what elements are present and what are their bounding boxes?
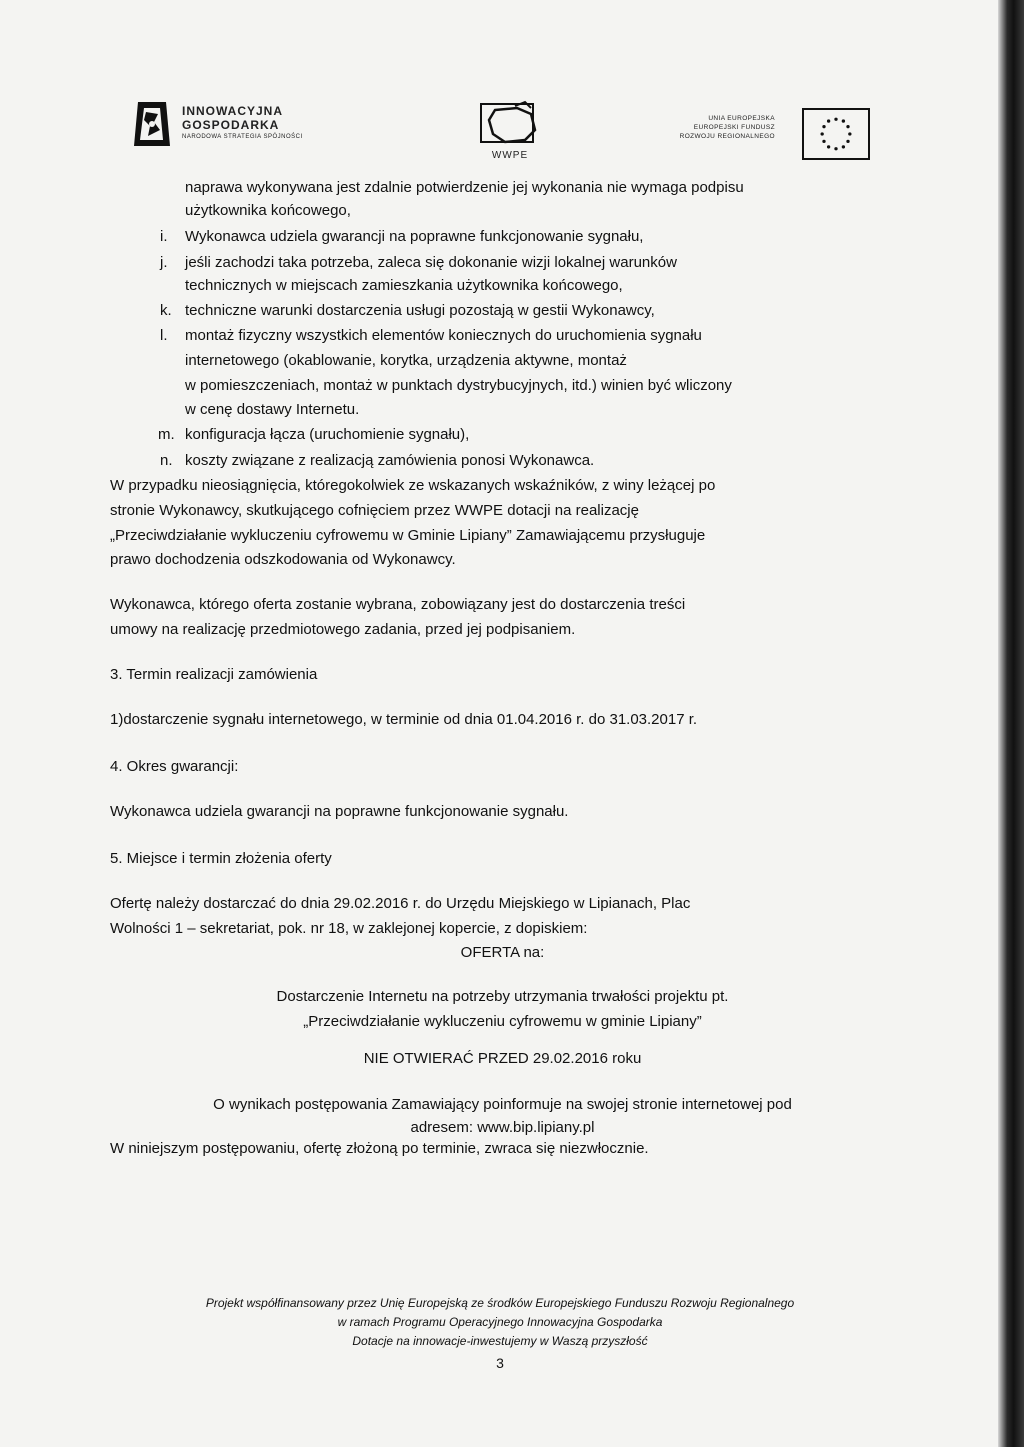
section-5-heading: 5. Miejsce i termin złożenia oferty	[110, 850, 332, 867]
offer-title-line2: „Przeciwdziałanie wykluczeniu cyfrowemu w gminie Lipiany”	[303, 1013, 702, 1030]
eu-logo-text	[650, 114, 775, 141]
section-5-line2: Wolności 1 – sekretariat, pok. nr 18, w zaklejonej kopercie, z dopiskiem:	[110, 920, 588, 937]
ig-logo-line1: INNOWACYJNA	[182, 104, 284, 118]
section-3-text: 1)dostarczenie sygnału internetowego, w terminie od dnia 01.04.2016 r. do 31.03.2017 r.	[110, 711, 698, 728]
ig-logo-icon	[130, 100, 176, 148]
do-not-open-notice: NIE OTWIERAĆ PRZED 29.02.2016 roku	[363, 1050, 642, 1067]
results-notice-line2: adresem: www.bip.lipiany.pl	[410, 1119, 595, 1136]
list-item-n: koszty związane z realizacją zamówienia ponosi Wykonawca.	[185, 452, 595, 469]
list-letter-j: j.	[160, 254, 168, 271]
list-item-h-line2: użytkownika końcowego,	[185, 202, 351, 219]
footer-line1: Projekt współfinansowany przez Unię Europejską ze środków Europejskiego Funduszu Rozwoju Regionalnego	[205, 1296, 795, 1310]
eu-logo-line3: ROZWOJU REGIONALNEGO	[679, 133, 775, 140]
eu-flag-icon	[802, 108, 870, 160]
footer-line3: Dotacje na innowacje-inwestujemy w Waszą przyszłość	[352, 1334, 648, 1348]
penalty-paragraph-line3: „Przeciwdziałanie wykluczeniu cyfrowemu w Gminie Lipiany” Zamawiającemu przysługuje	[110, 527, 706, 544]
list-letter-k: k.	[160, 302, 172, 319]
results-notice-line1: O wynikach postępowania Zamawiający poinformuje na swojej stronie internetowej pod	[213, 1096, 792, 1113]
contract-paragraph-line2: umowy na realizację przedmiotowego zadania, przed jej podpisaniem.	[110, 621, 576, 638]
eu-logo	[650, 108, 875, 164]
ig-logo-line2: GOSPODARKA	[182, 118, 280, 132]
wwpe-logo-text: WWPE	[491, 150, 529, 161]
section-4-text: Wykonawca udziela gwarancji na poprawne funkcjonowanie sygnału.	[110, 803, 569, 820]
eu-logo-line2: EUROPEJSKI FUNDUSZ	[693, 124, 775, 131]
penalty-paragraph-line1: W przypadku nieosiągnięcia, któregokolwiek ze wskazanych wskaźników, z winy leżącej po	[110, 477, 716, 494]
innowacyjna-gospodarka-logo	[130, 100, 315, 148]
list-item-h-line1: naprawa wykonywana jest zdalnie potwierdzenie jej wykonania nie wymaga podpisu	[185, 179, 744, 196]
section-3-heading: 3. Termin realizacji zamówienia	[110, 666, 318, 683]
list-item-l-line4: w cenę dostawy Internetu.	[185, 401, 360, 418]
list-letter-m: m.	[158, 426, 175, 443]
list-letter-n: n.	[160, 452, 173, 469]
scan-edge	[998, 0, 1024, 1447]
offer-title-line1: Dostarczenie Internetu na potrzeby utrzymania trwałości projektu pt.	[276, 988, 729, 1005]
list-item-j-line2: technicznych w miejscach zamieszkania użytkownika końcowego,	[185, 277, 623, 294]
footer-line2: w ramach Programu Operacyjnego Innowacyjna Gospodarka	[337, 1315, 663, 1329]
list-letter-i: i.	[160, 228, 168, 245]
penalty-paragraph-line2: stronie Wykonawcy, skutkującego cofnięciem przez WWPE dotacji na realizację	[110, 502, 639, 519]
list-item-j-line1: jeśli zachodzi taka potrzeba, zaleca się dokonanie wizji lokalnej warunków	[185, 254, 677, 271]
list-item-i: Wykonawca udziela gwarancji na poprawne funkcjonowanie sygnału,	[185, 228, 644, 245]
list-item-k: techniczne warunki dostarczenia usługi pozostają w gestii Wykonawcy,	[185, 302, 655, 319]
section-4-heading: 4. Okres gwarancji:	[110, 758, 239, 775]
oferta-label: OFERTA na:	[460, 944, 545, 961]
wwpe-logo	[470, 100, 550, 164]
list-letter-l: l.	[160, 327, 168, 344]
list-item-l-line3: w pomieszczeniach, montaż w punktach dystrybucyjnych, itd.) winien być wliczony	[185, 377, 732, 394]
section-5-line1: Ofertę należy dostarczać do dnia 29.02.2016 r. do Urzędu Miejskiego w Lipianach, Plac	[110, 895, 691, 912]
page-number: 3	[496, 1355, 504, 1371]
list-item-m: konfiguracja łącza (uruchomienie sygnału),	[185, 426, 470, 443]
poland-map-icon	[475, 100, 545, 148]
list-item-l-line2: internetowego (okablowanie, korytka, urządzenia aktywne, montaż	[185, 352, 627, 369]
ig-logo-line3: NARODOWA STRATEGIA SPÓJNOŚCI	[182, 134, 303, 140]
eu-logo-line1: UNIA EUROPEJSKA	[708, 115, 775, 122]
penalty-paragraph-line4: prawo dochodzenia odszkodowania od Wykonawcy.	[110, 551, 456, 568]
contract-paragraph-line1: Wykonawca, którego oferta zostanie wybrana, zobowiązany jest do dostarczenia treści	[110, 596, 686, 613]
late-offer-notice: W niniejszym postępowaniu, ofertę złożoną po terminie, zwraca się niezwłocznie.	[110, 1140, 649, 1157]
list-item-l-line1: montaż fizyczny wszystkich elementów koniecznych do uruchomienia sygnału	[185, 327, 702, 344]
